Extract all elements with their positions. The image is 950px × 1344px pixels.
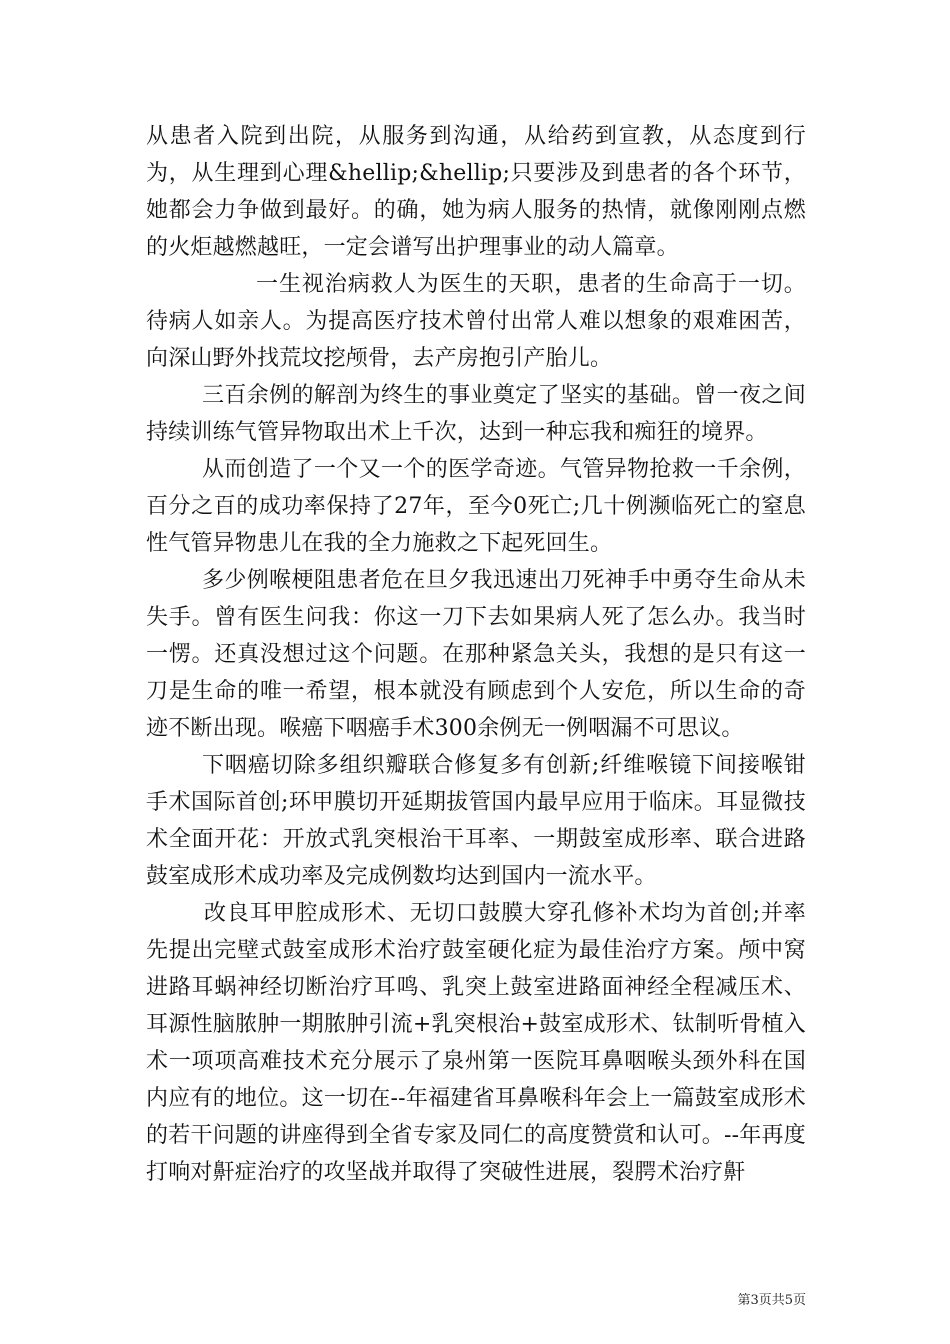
page-number-footer: 第3页共5页 [737, 1293, 806, 1308]
paragraph-5: 多少例喉梗阻患者危在旦夕我迅速出刀死神手中勇夺生命从未失手。曾有医生问我：你这一刀下去如果病人死了怎么办。我当时一愣。还真没想过这个问题。在那种紧急关头，我想的是只有这一刀是生命的唯一希望，根本就没有顾虑到个人安危，所以生命的奇迹不断出现。喉癌下咽癌手术300余例无一例咽漏不可思议。 [146, 568, 806, 741]
paragraph-6: 下咽癌切除多组织瓣联合修复多有创新;纤维喉镜下间接喉钳手术国际首创;环甲膜切开延期拔管国内最早应用于临床。耳显微技术全面开花：开放式乳突根治干耳率、一期鼓室成形率、联合进路鼓室成形术成功率及完成例数均达到国内一流水平。 [146, 753, 806, 889]
paragraph-3: 三百余例的解剖为终生的事业奠定了坚实的基础。曾一夜之间持续训练气管异物取出术上千次，达到一种忘我和痴狂的境界。 [146, 383, 806, 445]
document-body [146, 118, 806, 1191]
paragraph-7: 改良耳甲腔成形术、无切口鼓膜大穿孔修补术均为首创;并率先提出完壁式鼓室成形术治疗鼓室硬化症为最佳治疗方案。颅中窝进路耳蜗神经切断治疗耳鸣、乳突上鼓室进路面神经全程减压术、耳源性脑脓肿一期脓肿引流+乳突根治+鼓室成形术、钛制听骨植入术一项项高难技术充分展示了泉州第一医院耳鼻咽喉头颈外科在国内应有的地位。这一切在--年福建省耳鼻喉科年会上一篇鼓室成形术的若干问题的讲座得到全省专家及同仁的高度赞赏和认可。--年再度打响对鼾症治疗的攻坚战并取得了突破性进展，裂腭术治疗鼾 [146, 901, 806, 1185]
paragraph-4: 从而创造了一个又一个的医学奇迹。气管异物抢救一千余例，百分之百的成功率保持了27年，至今0死亡;几十例濒临死亡的窒息性气管异物患儿在我的全力施救之下起死回生。 [146, 457, 806, 556]
paragraph-1: 从患者入院到出院，从服务到沟通，从给药到宣教，从态度到行为，从生理到心理&hellip;&hellip;只要涉及到患者的各个环节，她都会力争做到最好。的确，她为病人服务的热情，就像刚刚点燃的火炬越燃越旺，一定会谱写出护理事业的动人篇章。 [146, 124, 806, 260]
paragraph-2: 一生视治病救人为医生的天职，患者的生命高于一切。待病人如亲人。为提高医疗技术曾付出常人难以想象的艰难困苦，向深山野外找荒坟挖颅骨，去产房抱引产胎儿。 [146, 272, 806, 371]
